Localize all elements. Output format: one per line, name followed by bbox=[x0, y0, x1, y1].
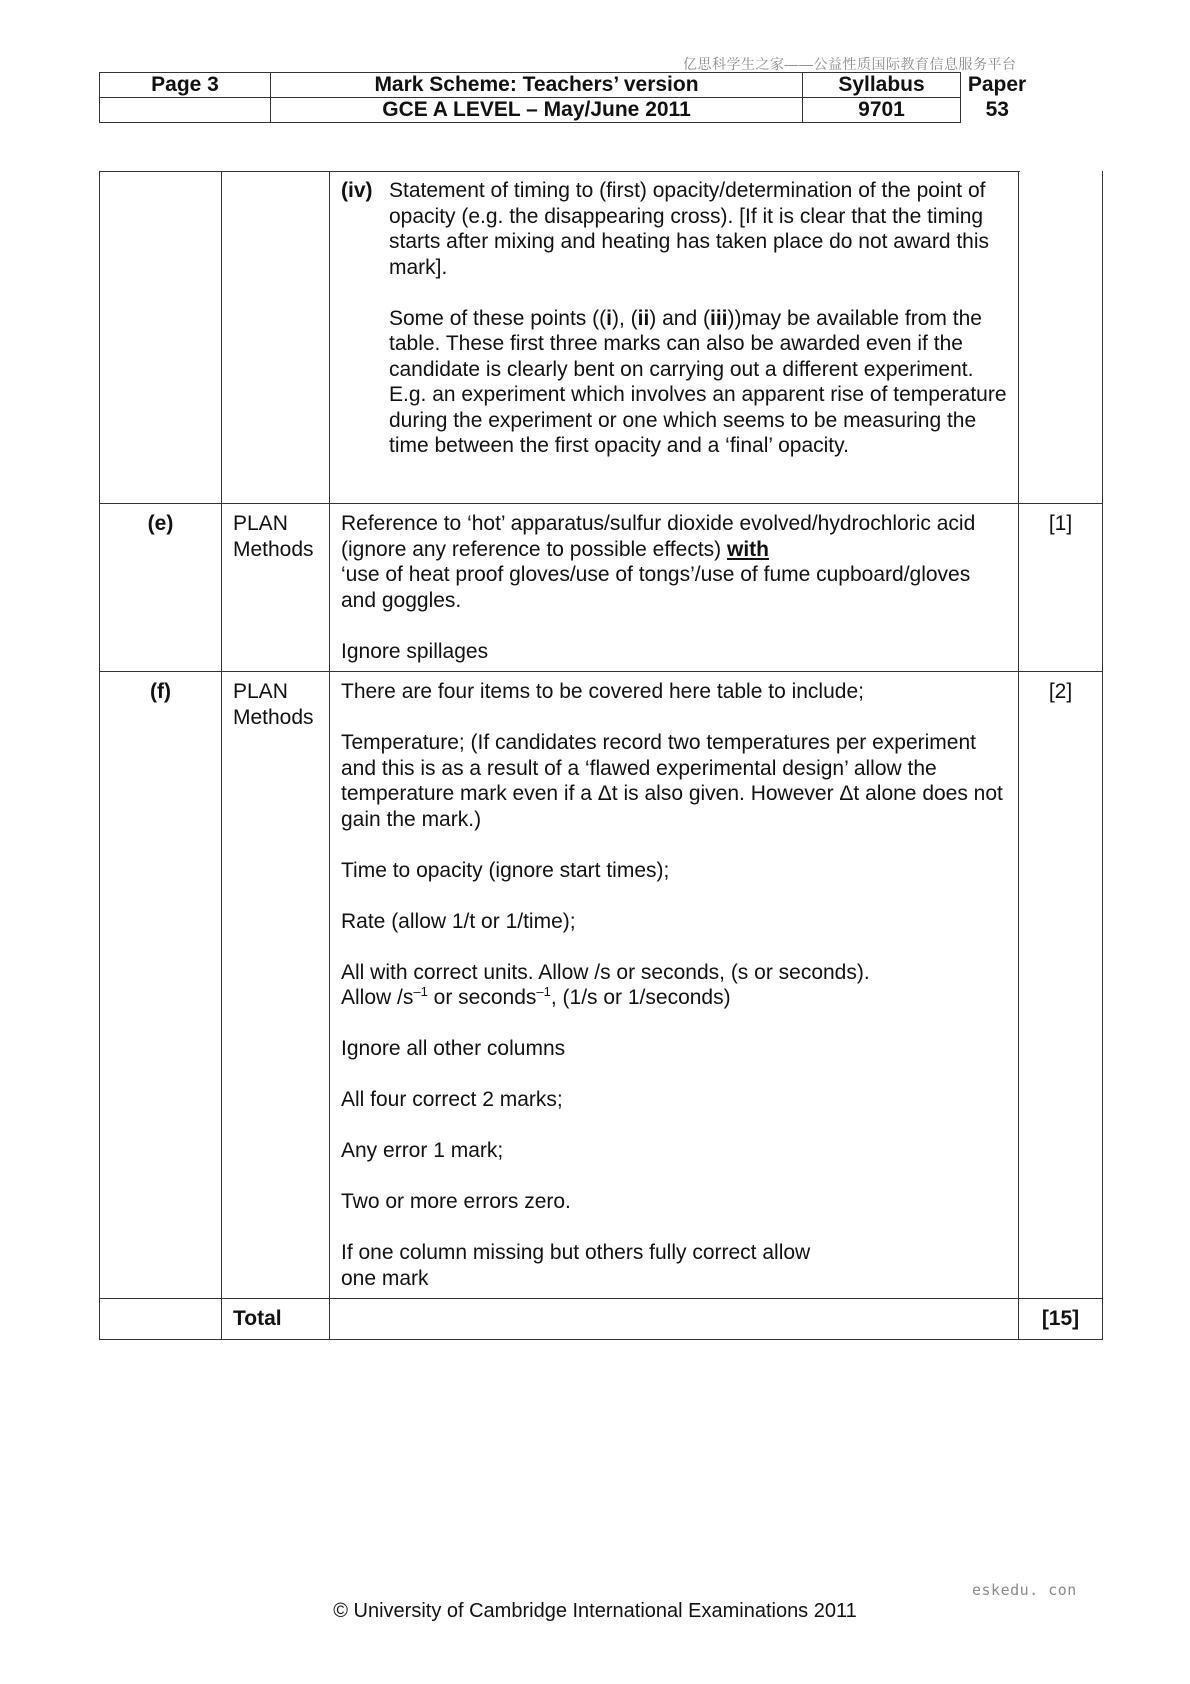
part-e: (e) bbox=[100, 504, 222, 672]
part-cell-empty bbox=[100, 171, 222, 504]
syllabus-code: 9701 bbox=[803, 98, 961, 123]
f-two-errors: Two or more errors zero. bbox=[341, 1190, 571, 1213]
answer-e bbox=[330, 504, 1019, 672]
f-intro: There are four items to be covered here table to include; bbox=[341, 680, 864, 703]
f-any-error: Any error 1 mark; bbox=[341, 1139, 504, 1162]
copyright-footer: © University of Cambridge International Examinations 2011 bbox=[333, 1600, 857, 1622]
row-f bbox=[100, 672, 1103, 1299]
page-blank-cell bbox=[100, 98, 271, 123]
timing-statement: Statement of timing to (first) opacity/determination of the point of opacity (e.g. the disappearing cross). [If it is clear that the timing starts after mixing and heating has taken place do not award this mark]. bbox=[389, 179, 990, 279]
total-answer-empty bbox=[330, 1299, 1019, 1340]
mark-scheme-title: Mark Scheme: Teachers’ version bbox=[271, 73, 803, 98]
watermark-text: 亿思科学生之家——公益性质国际教育信息服务平台 bbox=[683, 56, 1017, 72]
row-iv bbox=[100, 171, 1103, 504]
f-missing: If one column missing but others fully correct allow one mark bbox=[341, 1241, 811, 1290]
f-temperature: Temperature; (If candidates record two temperatures per experiment and this is as a result of a ‘flawed experimental design’ allow the temperature mark even if a Δt is also given. However Δt alone does not gain the mark.) bbox=[341, 731, 1003, 831]
page-label: Page 3 bbox=[100, 73, 271, 98]
answer-f bbox=[330, 672, 1019, 1299]
f-all-four: All four correct 2 marks; bbox=[341, 1088, 563, 1111]
exam-session: GCE A LEVEL – May/June 2011 bbox=[271, 98, 803, 123]
skill-e: PLAN Methods bbox=[222, 504, 330, 672]
some-points-note: Some of these points ((i), (ii) and (iii))may be available from the table. These first three marks can also be awarded even if the candidate is clearly bent on carrying out a different experiment. E.g. an experiment which involves an apparent rise of temperature during the experiment or one which seems to be measuring the time between the first opacity and a ‘final’ opacity. bbox=[389, 306, 1007, 457]
f-ignore: Ignore all other columns bbox=[341, 1037, 566, 1060]
mark-cell-empty bbox=[1019, 171, 1103, 504]
row-e bbox=[100, 504, 1103, 672]
f-time: Time to opacity (ignore start times); bbox=[341, 858, 670, 882]
f-rate: Rate (allow 1/t or 1/time); bbox=[341, 909, 576, 933]
skill-cell-empty bbox=[222, 171, 330, 504]
mark-f: [2] bbox=[1019, 672, 1103, 1299]
ignore-spillages: Ignore spillages bbox=[341, 639, 489, 663]
row-total bbox=[100, 1299, 1103, 1340]
subpart-label: (iv) bbox=[341, 179, 373, 202]
skill-f: PLAN Methods bbox=[222, 672, 330, 1299]
paper-label: Paper bbox=[967, 73, 1027, 96]
total-label: Total bbox=[222, 1299, 330, 1340]
hazard-reference: Reference to ‘hot’ apparatus/sulfur dioxide evolved/hydrochloric acid (ignore any reference to possible effects) with ‘use of heat proof gloves/use of tongs’/use of fume cupboard/gloves and goggles. bbox=[341, 512, 976, 612]
mark-e: [1] bbox=[1019, 504, 1103, 672]
f-units: All with correct units. Allow /s or seconds, (s or seconds). Allow $/s^{-1}$ or seconds$^{-1}$, (1/s or 1/seconds) bbox=[341, 960, 870, 1009]
header-table bbox=[99, 72, 1034, 123]
total-part-empty bbox=[100, 1299, 222, 1340]
mark-scheme-table bbox=[99, 171, 1103, 1340]
footer-watermark: eskedu. con bbox=[972, 1581, 1077, 1599]
paper-number: 53 bbox=[985, 98, 1009, 121]
syllabus-label: Syllabus bbox=[803, 73, 961, 98]
total-mark: [15] bbox=[1019, 1299, 1103, 1340]
part-f: (f) bbox=[100, 672, 222, 1299]
answer-cell bbox=[330, 171, 1019, 504]
